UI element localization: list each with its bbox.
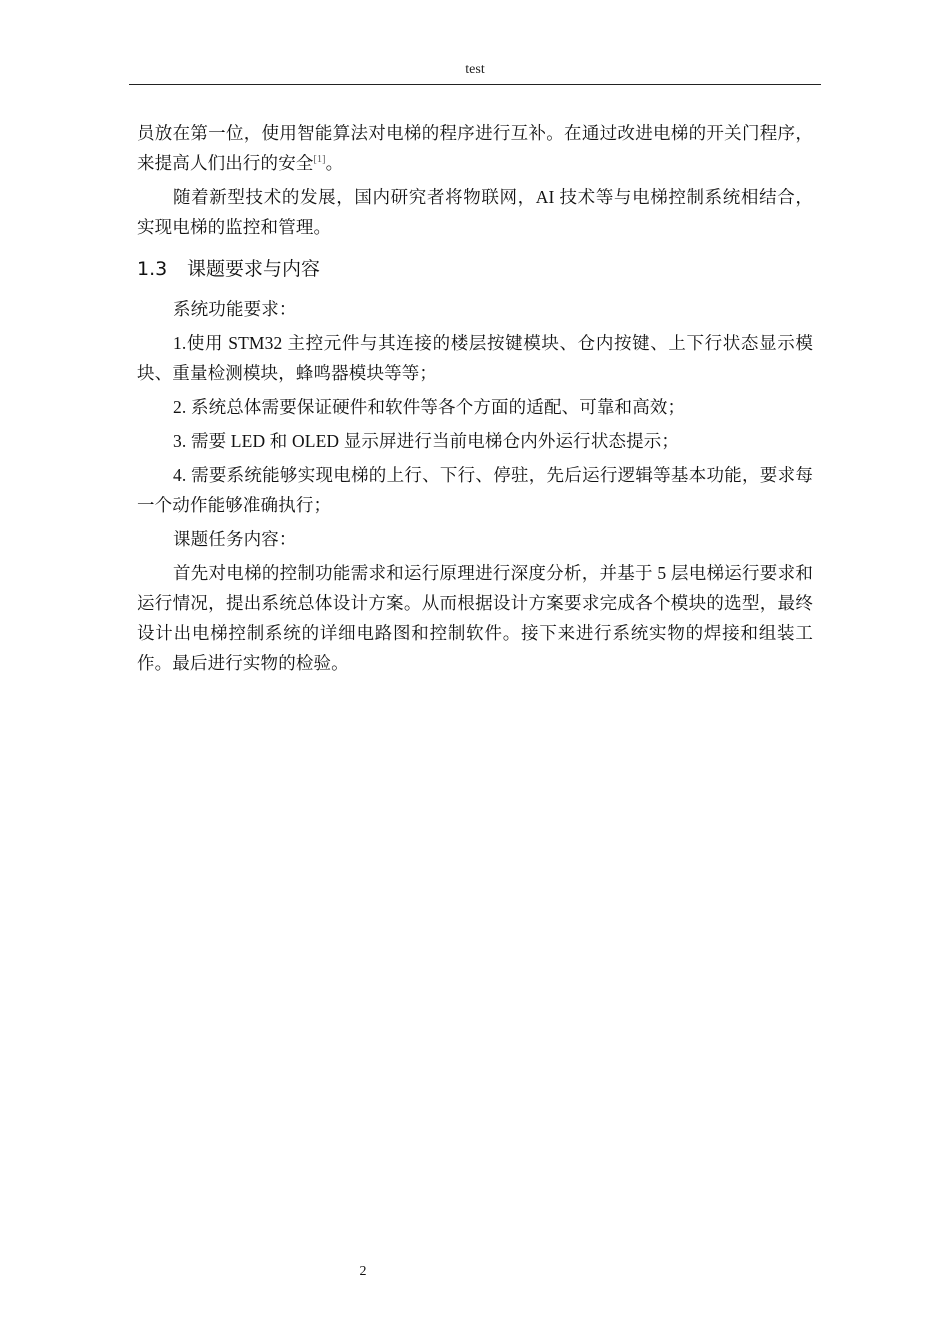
section-heading xyxy=(137,254,813,284)
body-paragraph: 3. 需要 LED 和 OLED 显示屏进行当前电梯仓内外运行状态提示； xyxy=(173,431,680,451)
body-paragraph: 系统功能要求： xyxy=(173,299,297,319)
page-body xyxy=(137,118,813,682)
body-paragraph: 随着新型技术的发展，国内研究者将物联网，AI 技术等与电梯控制系统相结合，实现电梯的监控和管理。 xyxy=(137,187,813,237)
section-number: 1.3 xyxy=(137,258,168,280)
page-number: 2 xyxy=(359,1264,367,1279)
body-paragraph: 4. 需要系统能够实现电梯的上行、下行、停驻，先后运行逻辑等基本功能，要求每一个动作能够准确执行； xyxy=(137,465,813,515)
body-paragraph xyxy=(137,118,813,178)
body-paragraph: 首先对电梯的控制功能需求和运行原理进行深度分析，并基于 5 层电梯运行要求和运行情况，提出系统总体设计方案。从而根据设计方案要求完成各个模块的选型，最终设计出电梯控制系统的详细电路图和控制软件。接下来进行系统实物的焊接和组装工作。最后进行实物的检验。 xyxy=(137,563,813,673)
body-paragraph: 课题任务内容： xyxy=(173,529,297,549)
running-header: test xyxy=(465,62,485,77)
body-paragraph: 1.使用 STM32 主控元件与其连接的楼层按键模块、仓内按键、上下行状态显示模块、重量检测模块，蜂鸣器模块等等； xyxy=(137,333,813,383)
paragraph-text: 员放在第一位，使用智能算法对电梯的程序进行互补。在通过改进电梯的开关门程序，来提高人们出行的安全 xyxy=(137,123,813,173)
header-rule xyxy=(129,84,821,85)
citation-marker[interactable]: [1] xyxy=(313,154,326,166)
section-title: 课题要求与内容 xyxy=(187,258,321,280)
paragraph-tail: 。 xyxy=(325,153,344,173)
body-paragraph: 2. 系统总体需要保证硬件和软件等各个方面的适配、可靠和高效； xyxy=(173,397,686,417)
